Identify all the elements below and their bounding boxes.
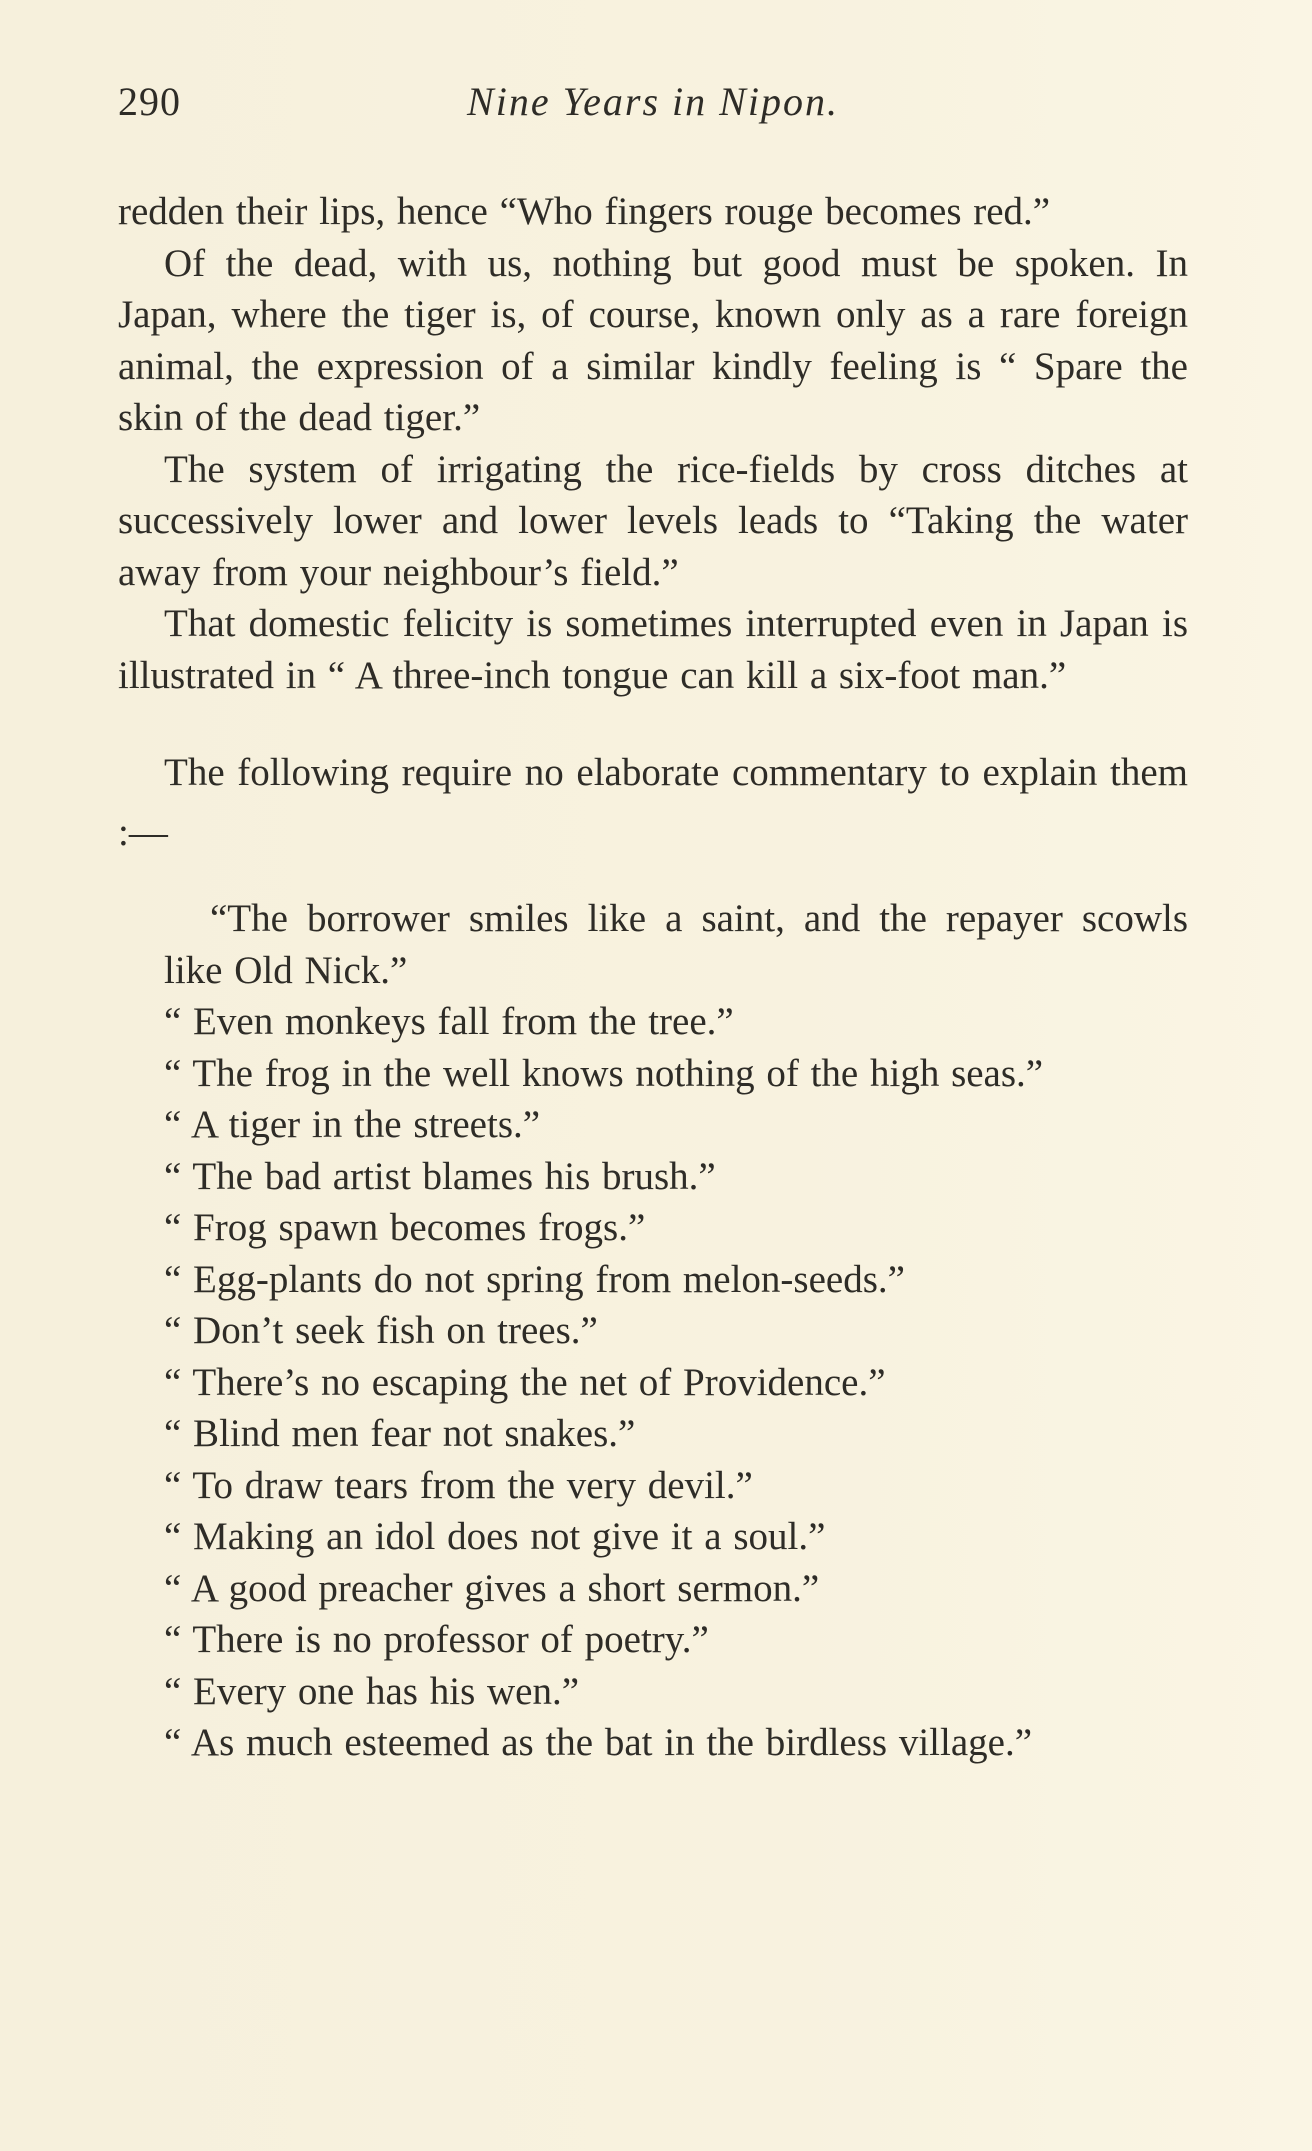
paragraph: The system of irrigating the rice-fields by cross ditches at successively lower and lower levels leads to “Taking the water away from your neighbour’s field.” (118, 447, 1188, 594)
proverb-item: “ A tiger in the streets.” (164, 1103, 541, 1146)
proverb-item: “The borrower smiles like a saint, and the repayer scowls like Old Nick.” (164, 897, 1188, 992)
proverbs-intro: The following require no elaborate commentary to explain them :— (118, 751, 1188, 854)
paragraph: redden their lips, hence “Who fingers rouge becomes red.” (118, 190, 1051, 233)
proverb-item: “ The bad artist blames his brush.” (164, 1154, 716, 1198)
proverb-list (118, 893, 1188, 1769)
paragraph: Of the dead, with us, nothing but good must be spoken. In Japan, where the tiger is, of course, known only as a rare foreign animal, the expression of a similar kindly feeling is “ Spare the skin of the dead tiger.” (118, 241, 1188, 439)
proverb-item: “ Blind men fear not snakes.” (164, 1412, 636, 1455)
page-number: 290 (118, 79, 181, 124)
proverb-item: “ Making an idol does not give it a soul.” (164, 1515, 826, 1558)
proverb-item: “ A good preacher gives a short sermon.” (164, 1566, 820, 1610)
section-gap (118, 701, 1188, 743)
proverb-item: “ The frog in the well knows nothing of the high seas.” (164, 1051, 1044, 1095)
page-header (118, 78, 1188, 138)
page-body (118, 186, 1188, 1769)
proverb-item: “ Even monkeys fall from the tree.” (164, 1000, 734, 1043)
proverb-item: “ Frog spawn becomes frogs.” (164, 1206, 646, 1249)
proverb-item: “ There’s no escaping the net of Providence.” (164, 1360, 886, 1404)
proverb-item: “ Every one has his wen.” (164, 1669, 580, 1713)
proverb-item: “ Egg-plants do not spring from melon-seeds.” (164, 1257, 905, 1301)
paragraph: That domestic felicity is sometimes interrupted even in Japan is illustrated in “ A three-inch tongue can kill a six-foot man.” (118, 602, 1188, 697)
proverb-item: “ To draw tears from the very devil.” (164, 1463, 753, 1507)
proverb-item: “ As much esteemed as the bat in the birdless village.” (164, 1721, 1033, 1764)
section-gap (118, 863, 1188, 893)
proverb-item: “ Don’t seek fish on trees.” (164, 1309, 598, 1352)
running-title: Nine Years in Nipon. (467, 79, 839, 124)
proverb-item: “ There is no professor of poetry.” (164, 1618, 709, 1661)
